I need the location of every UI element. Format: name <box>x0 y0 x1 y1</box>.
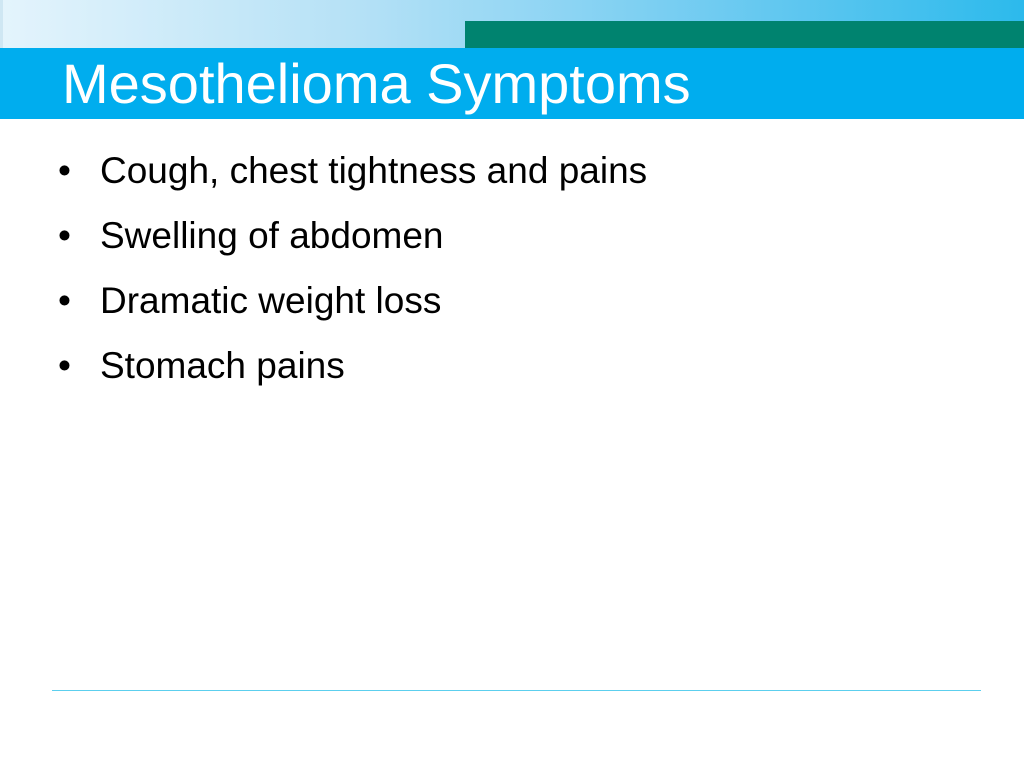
bullet-list <box>58 148 647 408</box>
bullet-icon: • <box>58 150 71 191</box>
footer-divider <box>52 690 981 691</box>
bullet-item-stomach <box>58 343 647 389</box>
bullet-icon: • <box>58 280 71 321</box>
bullet-item-weight-loss <box>58 278 647 324</box>
bullet-text: Dramatic weight loss <box>100 280 442 321</box>
bullet-text: Stomach pains <box>100 345 345 386</box>
bullet-icon: • <box>58 345 71 386</box>
bullet-item-cough <box>58 148 647 194</box>
header-edge-accent <box>0 0 3 48</box>
slide-title: Mesothelioma Symptoms <box>62 52 691 115</box>
bullet-icon: • <box>58 215 71 256</box>
header-teal-band <box>465 21 1024 48</box>
bullet-item-swelling <box>58 213 647 259</box>
bullet-text: Swelling of abdomen <box>100 215 444 256</box>
bullet-text: Cough, chest tightness and pains <box>100 150 648 191</box>
